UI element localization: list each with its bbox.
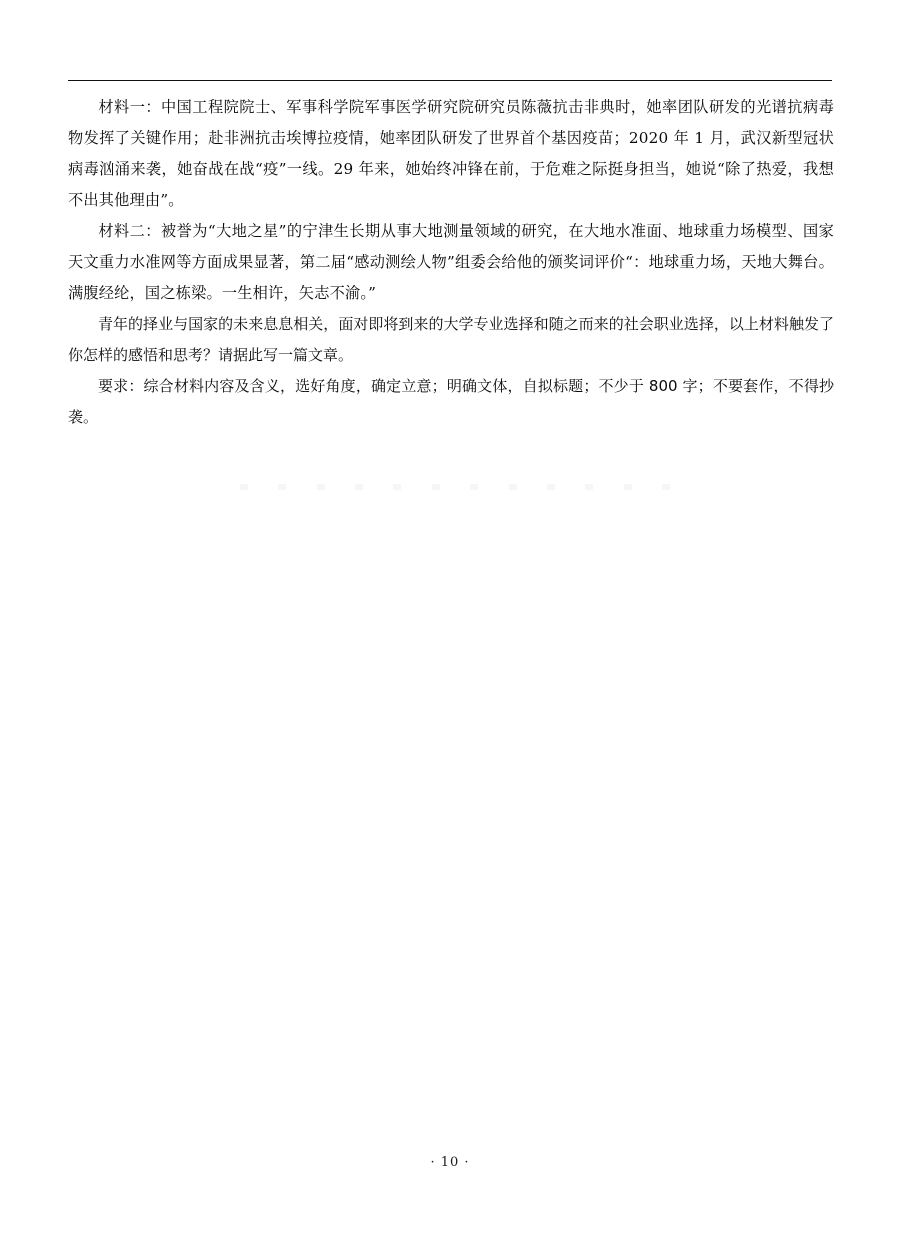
paragraph-material-one: 材料一：中国工程院院士、军事科学院军事医学研究院研究员陈薇抗击非典时，她率团队研发的光谱抗病毒物发挥了关键作用；赴非洲抗击埃博拉疫情，她率团队研发了世界首个基因疫苗；2020 年 1 月，武汉新型冠状病毒汹涌来袭，她奋战在战“疫”一线。29 年来，她始终冲锋在前，于危难之际挺身担当，她说“除了热爱，我想不出其他理由”。 [68, 98, 834, 209]
document-content [68, 92, 834, 433]
paragraph-material-two: 材料二：被誉为“大地之星”的宁津生长期从事大地测量领域的研究，在大地水准面、地球重力场模型、国家天文重力水准网等方面成果显著，第二届“感动测绘人物”组委会给他的颁奖词评价“：地球重力场，天地大舞台。满腹经纶，国之栋梁。一生相许，矢志不渝。” [68, 222, 834, 302]
scan-artifact-row [240, 482, 670, 492]
paragraph-prompt-statement: 青年的择业与国家的未来息息相关，面对即将到来的大学专业选择和随之而来的社会职业选择，以上材料触发了你怎样的感悟和思考？请据此写一篇文章。 [68, 315, 834, 364]
page-number: · 10 · [430, 1155, 470, 1170]
header-rule [68, 80, 832, 81]
paragraph-requirements: 要求：综合材料内容及含义，选好角度，确定立意；明确文体，自拟标题；不少于 800 字；不要套作，不得抄袭。 [68, 377, 834, 426]
